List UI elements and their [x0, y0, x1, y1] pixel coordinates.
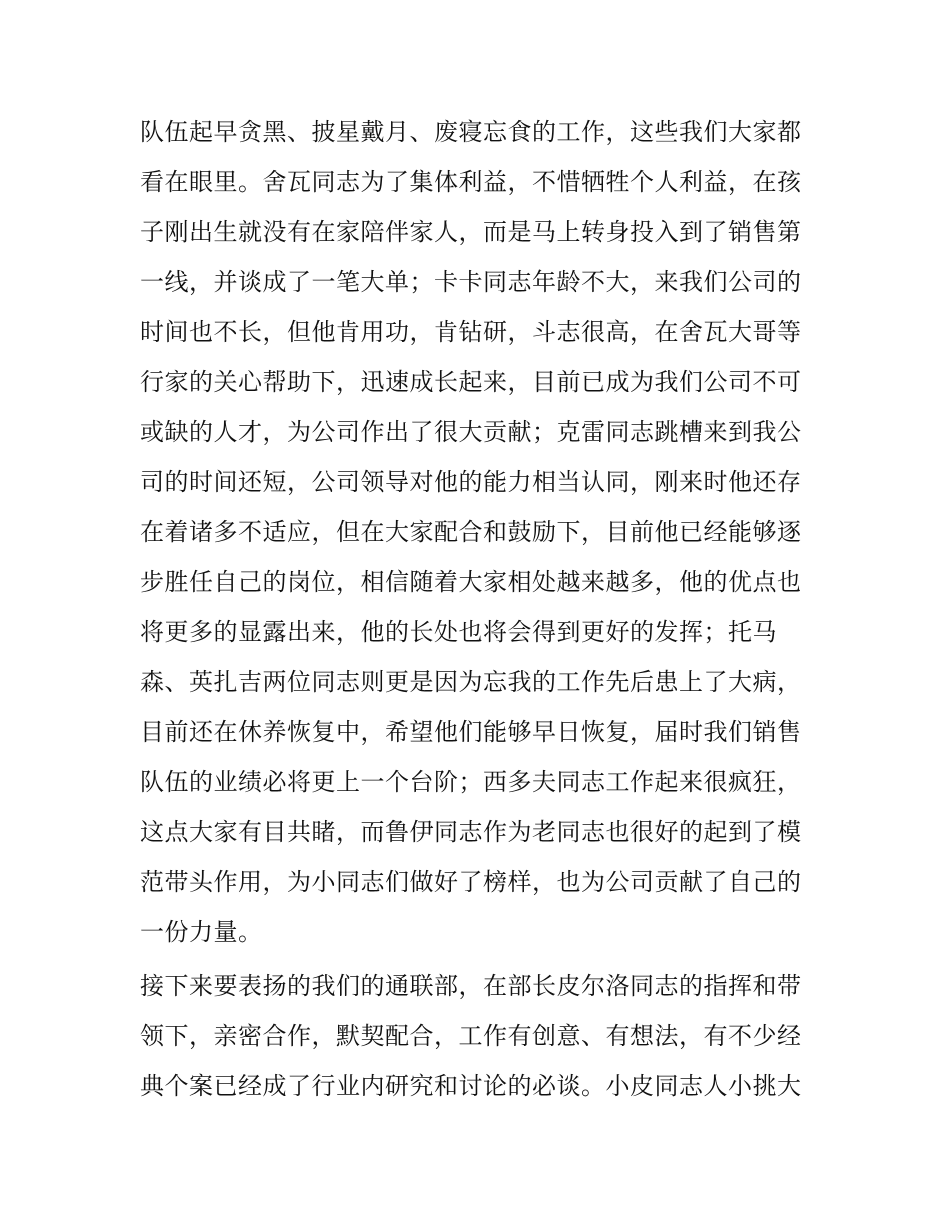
text-line: 看在眼里。舍瓦同志为了集体利益，不惜牺牲个人利益，在孩: [140, 168, 802, 196]
text-line: 森、英扎吉两位同志则更是因为忘我的工作先后患上了大病，: [140, 668, 802, 696]
text-line: 或缺的人才，为公司作出了很大贡献；克雷同志跳槽来到我公: [140, 418, 802, 446]
text-line: 一份力量。: [140, 918, 263, 946]
text-line: 步胜任自己的岗位，相信随着大家相处越来越多，他的优点也: [140, 568, 802, 596]
text-line: 子刚出生就没有在家陪伴家人，而是马上转身投入到了销售第: [140, 218, 802, 246]
text-line: 司的时间还短，公司领导对他的能力相当认同，刚来时他还存: [140, 468, 802, 496]
text-line: 时间也不长，但他肯用功，肯钻研，斗志很高，在舍瓦大哥等: [140, 318, 802, 346]
text-line: 范带头作用，为小同志们做好了榜样，也为公司贡献了自己的: [140, 868, 802, 896]
text-line: 在着诸多不适应，但在大家配合和鼓励下，目前他已经能够逐: [140, 518, 802, 546]
text-line: 行家的关心帮助下，迅速成长起来，目前已成为我们公司不可: [140, 368, 802, 396]
text-line: 队伍的业绩必将更上一个台阶；西多夫同志工作起来很疯狂，: [140, 768, 802, 796]
text-line: 目前还在休养恢复中，希望他们能够早日恢复，届时我们销售: [140, 718, 802, 746]
text-line: 一线，并谈成了一笔大单；卡卡同志年龄不大，来我们公司的: [140, 268, 802, 296]
text-line: 领下，亲密合作，默契配合，工作有创意、有想法，有不少经: [140, 1022, 802, 1050]
body-text: [140, 107, 820, 1111]
paragraph-start-line: 接下来要表扬的我们的通联部，在部长皮尔洛同志的指挥和带: [140, 972, 802, 1000]
text-line: 将更多的显露出来，他的长处也将会得到更好的发挥；托马: [140, 618, 777, 646]
text-line: 这点大家有目共睹，而鲁伊同志作为老同志也很好的起到了模: [140, 818, 802, 846]
text-line: 队伍起早贪黑、披星戴月、废寝忘食的工作，这些我们大家都: [140, 118, 802, 146]
text-line: 典个案已经成了行业内研究和讨论的必谈。小皮同志人小挑大: [140, 1072, 802, 1100]
